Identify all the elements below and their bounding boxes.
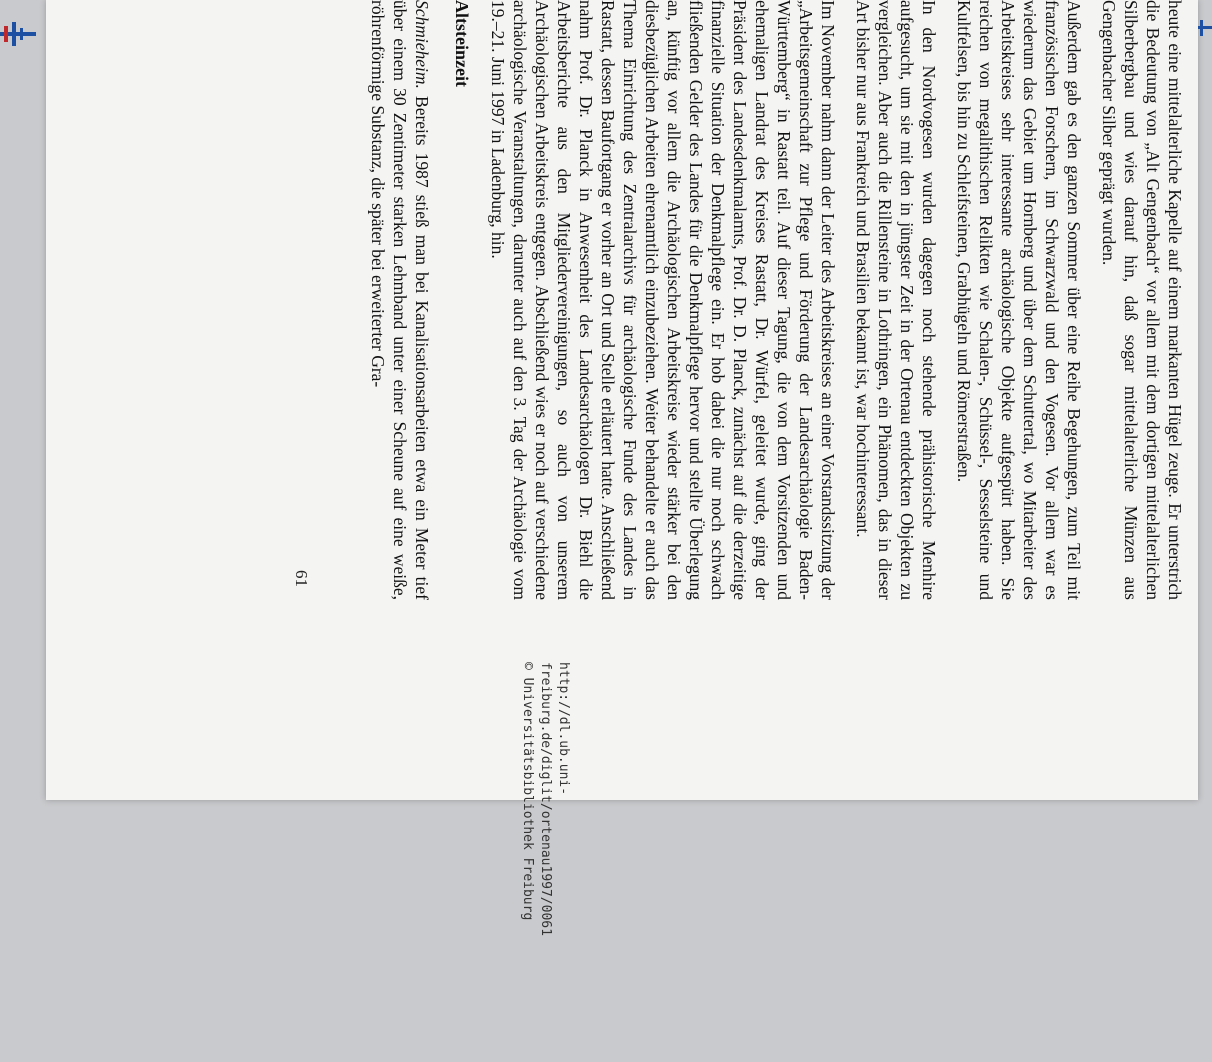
watermark-url[interactable]: http://dl.ub.uni-freiburg.de/diglit/ortenau1997/0061 [538, 662, 571, 936]
section-heading: Altsteinzeit [452, 0, 472, 87]
watermark-library: © Universitätsbibliothek Freiburg [520, 662, 535, 921]
library-logo-icon [0, 22, 36, 46]
rotated-page-content [174, 0, 1186, 936]
paragraph: heute eine mittelalterliche Kapelle auf einem markanten Hügel zeuge. Er unterstrich die Bedeutung von „Alt Gengenbach“ vor allem mit dem dortigen mittelalterlichen Silberbergbau und wies darauf hin, daß sogar mittelalterliche Münzen aus Gengenbacher Silber geprägt wurden. [1099, 0, 1185, 600]
paragraph: Im November nahm dann der Leiter des Arbeitskreises an einer Vorstandssitzung der „Arbeitsgemeinschaft zur Pflege und Förderung der Landesarchäologie Baden-Württemberg“ in Rastatt teil. Auf dieser Tagung, die von dem Vorsitzenden und ehemaligen Landrat des Kreises Rastatt, Dr. Würfel, geleitet wurde, ging der Präsident des Landesdenkmalamts, Prof. Dr. D. Planck, zunächst auf die derzeitige finanzielle Situation der Denkmalpflege ein. Er hob dabei die nur noch schwach fließenden Gelder des Landes für die Denkmalpflege hervor und stellte Überlegung an, künftig vor allem die Archäologischen Arbeitskreise wieder stärker bei den diesbezüglichen Arbeiten ehrenamtlich einzubeziehen. Weiter behandelte er auch das Thema Einrichtung des Zentralarchivs für archäologische Funde des Landes in Rastatt, dessen Baufortgang er vorher an Ort und Stelle erläutert hatte. Anschließend nahm Prof. Dr. Planck in Anwesenheit des Landesarchäologen Dr. Biehl die Arbeitsberichte aus den Mitgliedervereinigungen, so auch von unserem Archäologischen Arbeitskreis entgegen. Abschließend wies er noch auf verschiedene archäologische Veranstaltungen, darunter auch auf den 3. Tag der Archäologie vom 19.–21. Juni 1997 in Ladenburg, hin. [488, 0, 838, 600]
library-logo-fragment-icon [1198, 20, 1212, 36]
paragraph [367, 0, 433, 600]
paragraph: In den Nordvogesen wurden dagegen noch stehende prähistorische Menhire aufgesucht, um sie mit den in jüngster Zeit in der Ortenau entdeckten Objekten zu vergleichen. Aber auch die Rillensteine in Lothringen, ein Phänomen, das in dieser Art bisher nur aus Frankreich und Brasilien bekannt ist, war hochinteressant. [853, 0, 939, 600]
place-name: Schmieheim. [412, 0, 432, 89]
watermark [518, 662, 572, 1062]
body-text [174, 0, 1186, 600]
paragraph-text: Bereits 1987 stieß man bei Kanalisationsarbeiten etwa ein Meter tief über einem 30 Zentimeter starken Lehmband unter einer Scheune auf eine weiße, röhrenförmige Substanz, die später bei erweiterter Gra- [368, 0, 432, 600]
paragraph: Außerdem gab es den ganzen Sommer über eine Reihe Begehungen, zum Teil mit französischen Forschern, im Schwarzwald und den Vogesen. Vor allem war es wiederum das Gebiet um Hornberg und über dem Schuttertal, wo Mitarbeiter des Arbeitskreises sehr interessante archäologische Objekte aufgespürt haben. Sie reichen von megalithischen Relikten wie Schalen-, Schüssel-, Sesselsteine und Kultfelsen, bis hin zu Schleifsteinen, Grabhügeln und Römerstraßen. [954, 0, 1084, 600]
page-number: 61 [292, 570, 311, 587]
